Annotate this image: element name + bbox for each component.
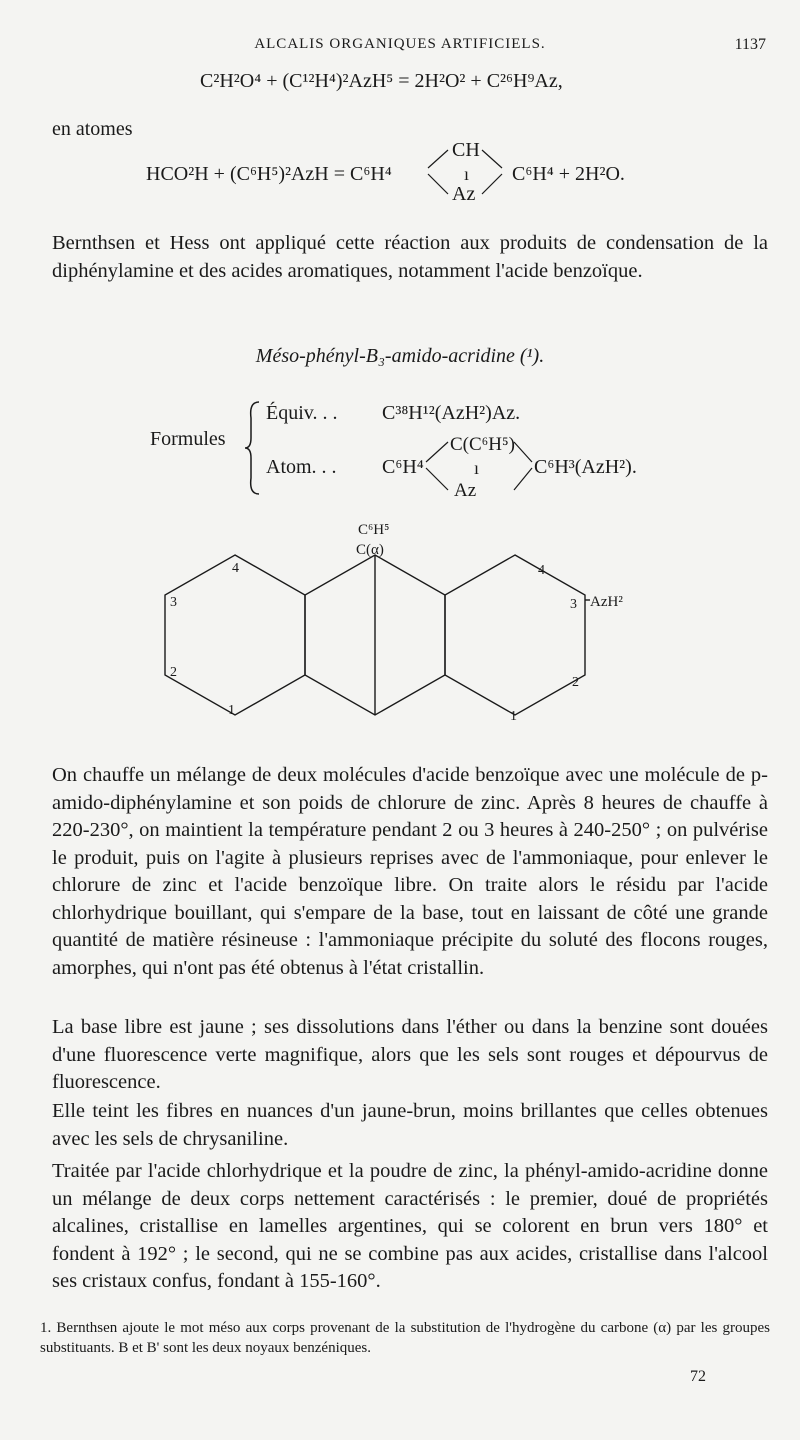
paragraph-5: Traitée par l'acide chlorhydrique et la poudre de zinc, la phényl-amido-acridine donne un mélange de deux corps nettement caractérisés : le premier, doué de propriétés alcalines, cristallise en lamelles argentines, qui se colorent en brun vers 180° et fondent à 192° ; le second, qui ne se combine pas aux acides, cristallise dans l'alcool ses cristaux confus, fondant à 155-160°. <box>52 1160 768 1292</box>
pos-1-right: 1 <box>510 709 517 724</box>
equiv-value: C³⁸H¹²(AzH²)Az. <box>382 402 521 424</box>
eq2-bar: ı <box>464 164 470 184</box>
equiv-label: Équiv. . . <box>266 402 338 424</box>
pos-4-right: 4 <box>538 563 545 578</box>
atom-top: C(C⁶H⁵) <box>450 434 515 455</box>
equation-2-left: HCO²H + (C⁶H⁵)²AzH = C⁶H⁴ <box>146 163 392 185</box>
atom-bar: ı <box>474 458 480 478</box>
paragraph-1: Bernthsen et Hess ont appliqué cette réaction aux produits de condensation de la diphénylamine et des acides aromatiques, notamment l'acide benzoïque. <box>52 232 768 282</box>
page-header <box>0 36 800 60</box>
carbon-alpha: C(α) <box>356 542 384 558</box>
paragraph-4: Elle teint les fibres en nuances d'un jaune-brun, moins brillantes que celles obtenues avec les sels de chrysaniline. <box>52 1100 768 1150</box>
en-atomes-label: en atomes <box>52 118 133 140</box>
atom-az: Az <box>454 480 477 500</box>
pos-2-right: 2 <box>572 675 579 690</box>
pos-2-left: 2 <box>170 665 177 680</box>
amino-substituent: AzH² <box>590 594 623 610</box>
atom-right: C⁶H³(AzH²). <box>534 456 637 478</box>
paragraph-2: On chauffe un mélange de deux molécules d'acide benzoïque avec une molécule de p-amido-diphénylamine et son poids de chlorure de zinc. Après 8 heures de chauffe à 220-230°, on maintient la température pendant 2 ou 3 heures à 240-250° ; on pulvérise le produit, puis on l'agite à plusieurs reprises avec de l'ammoniaque, pour enlever le chlorure de zinc et l'acide benzoïque libre. On traite alors le résidu par l'acide chlorhydrique bouillant, qui s'empare de la base, tout en laissant de côté une grande quantité de matière résineuse : l'ammoniaque précipite du soluté des flocons rouges, amorphes, qui n'ont pas été obtenus à l'état cristallin. <box>52 764 768 979</box>
atom-label: Atom. . . <box>266 456 337 478</box>
footnote: 1. Bernthsen ajoute le mot méso aux corps provenant de la substitution de l'hydrogène du carbone (α) par les groupes substituants. B et B' sont les deux noyaux benzéniques. <box>40 1320 770 1356</box>
left-ring <box>165 555 305 715</box>
right-ring <box>445 555 585 715</box>
page-number-bottom: 72 <box>690 1368 706 1385</box>
pos-3-left: 3 <box>170 595 177 610</box>
atom-ring <box>420 428 540 500</box>
eq2-az: Az <box>452 183 476 204</box>
acridine-structure <box>140 510 660 750</box>
equation-2-right: C⁶H⁴ + 2H²O. <box>512 163 625 185</box>
eq2-ch: CH <box>452 139 480 161</box>
formulas-label: Formules <box>150 428 226 450</box>
phenyl-sub: C⁶H⁵ <box>358 522 390 538</box>
page-number-top: 1137 <box>734 36 766 53</box>
equation-1: C²H²O⁴ + (C¹²H⁴)²AzH⁵ = 2H²O² + C²⁶H⁹Az, <box>200 70 563 92</box>
atom-left: C⁶H⁴ <box>382 456 424 478</box>
pos-1-left: 1 <box>228 703 235 718</box>
formulas-brace <box>243 398 263 498</box>
pos-4-left: 4 <box>232 561 239 576</box>
compound-title: Méso-phényl-B₃-amido-acridine (¹). <box>255 345 545 367</box>
pos-3-right: 3 <box>570 597 577 612</box>
paragraph-3: La base libre est jaune ; ses dissolutions dans l'éther ou dans la benzine sont douées d'une fluorescence verte magnifique, alors que les sels sont rouges et dépourvus de fluorescence. <box>52 1016 768 1093</box>
running-title: ALCALIS ORGANIQUES ARTIFICIELS. <box>254 36 546 52</box>
